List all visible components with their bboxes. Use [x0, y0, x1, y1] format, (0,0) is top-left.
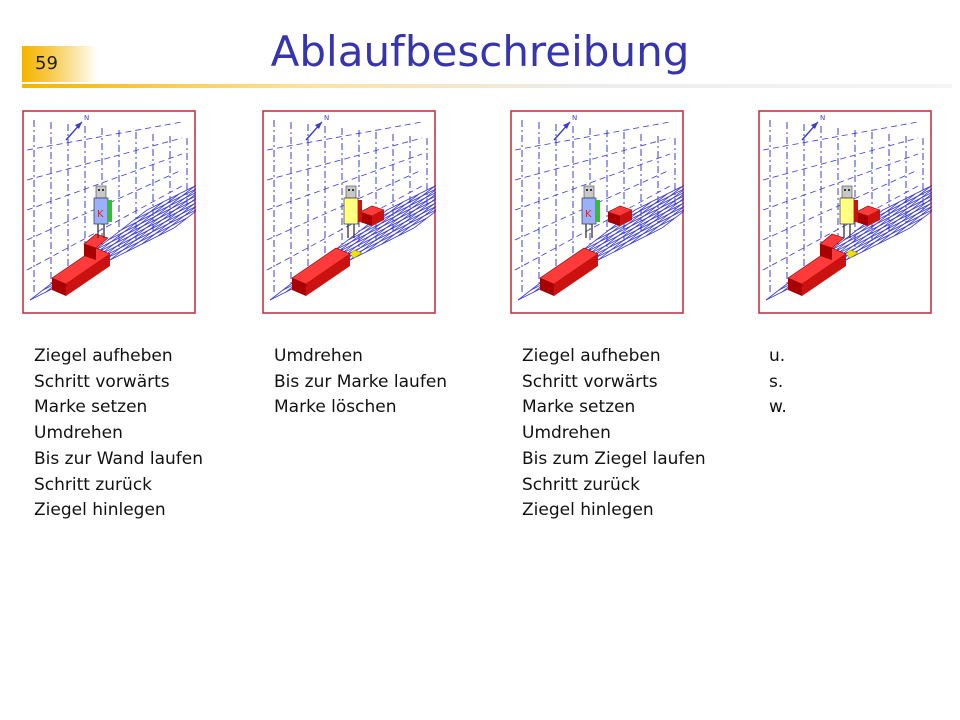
robot-pack	[596, 200, 600, 222]
step-line: Marke löschen	[274, 397, 397, 418]
compass-label: N	[820, 114, 826, 122]
step-line: Umdrehen	[522, 423, 611, 444]
step-line: Bis zur Marke laufen	[274, 371, 448, 392]
robot-letter: K	[97, 209, 104, 220]
robot-head	[346, 186, 356, 198]
step-line: Bis zur Wand laufen	[34, 448, 203, 469]
step-line: Schritt zurück	[522, 474, 641, 495]
robot-eye	[98, 189, 100, 191]
slide-title: Ablaufbeschreibung	[270, 27, 690, 76]
step-line: Bis zum Ziegel laufen	[522, 448, 706, 469]
step-line: Ziegel hinlegen	[34, 500, 166, 521]
robot-eye	[586, 189, 588, 191]
robot-eye	[590, 189, 592, 191]
robot-eye	[844, 189, 846, 191]
karel-world-4	[758, 110, 932, 314]
robot-letter: K	[585, 209, 592, 220]
step-line: Ziegel aufheben	[522, 346, 661, 366]
step-line: Ziegel hinlegen	[522, 500, 654, 521]
robot-head	[584, 186, 594, 198]
compass-label: N	[572, 114, 578, 122]
compass-label: N	[84, 114, 90, 122]
karel-world-3	[510, 110, 684, 314]
step-line: Umdrehen	[34, 423, 123, 444]
robot-head	[96, 186, 106, 198]
robot-head	[842, 186, 852, 198]
robot-eye	[102, 189, 104, 191]
step-list-1	[34, 344, 203, 524]
step-line: Marke setzen	[522, 397, 636, 418]
step-line: Umdrehen	[274, 346, 363, 366]
robot-pack	[854, 200, 858, 222]
robot-eye	[348, 189, 350, 191]
step-line: Ziegel aufheben	[34, 346, 173, 366]
step-line: Marke setzen	[34, 397, 148, 418]
title-rule	[22, 84, 952, 88]
step-line: s.	[769, 371, 784, 392]
step-line: Schritt zurück	[34, 474, 153, 495]
robot-body	[840, 198, 854, 224]
robot-pack	[108, 200, 112, 222]
robot-eye	[848, 189, 850, 191]
step-list-4	[769, 344, 787, 421]
step-list-3	[522, 344, 706, 524]
step-line: u.	[769, 346, 786, 366]
page-number: 59	[22, 46, 98, 82]
robot-body	[344, 198, 358, 224]
step-line: Schritt vorwärts	[522, 371, 658, 392]
karel-world-1	[22, 110, 196, 314]
step-line: Schritt vorwärts	[34, 371, 170, 392]
karel-world-2	[262, 110, 436, 314]
compass-label: N	[324, 114, 330, 122]
step-list-2	[274, 344, 447, 421]
step-line: w.	[769, 397, 787, 418]
robot-eye	[352, 189, 354, 191]
robot-pack	[358, 200, 362, 222]
